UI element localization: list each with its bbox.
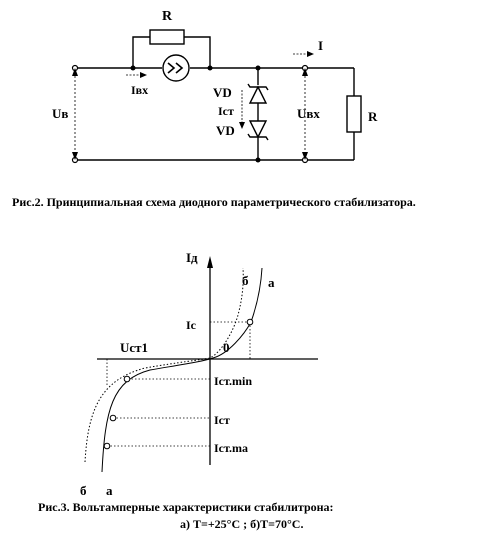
point-ist [110,415,116,421]
label-ust1: Uст1 [120,340,149,355]
label-curve-a-bottom: а [106,483,113,498]
junction-diode-top [256,66,261,71]
figure-3-caption-line2: а) Т=+25°С ; б)Т=70°С. [180,517,304,531]
label-curve-b-top: б [242,273,249,288]
point-ic [247,319,253,325]
resistor-load [347,96,361,132]
figure-3-caption-line1: Рис.3. Вольтамперные характеристики стабилитрона: [38,500,334,514]
label-u-out: Uвх [297,106,320,121]
circuit-diagram [52,9,378,163]
label-r-top: R [162,9,173,24]
i-out-arrow-head [307,51,314,57]
current-source-icon [163,55,189,81]
point-ist-max [104,443,110,449]
y-axis-arrow [207,256,213,268]
junction-diode-bottom [256,158,261,163]
label-i-st: Iст [218,104,234,118]
label-u-in: Uв [52,106,69,121]
r-loop-left [133,37,150,68]
label-r-load: R [368,109,378,124]
resistor-top [150,30,184,44]
point-ist-min [124,376,130,382]
label-ist-max: Iст.ma [214,441,248,455]
label-ist: Iст [214,413,230,427]
label-y-axis: Iд [186,250,198,265]
vac-graph [80,250,318,498]
label-i-in: Iвх [131,83,149,97]
junction-left [131,66,136,71]
label-vd-bottom: VD [216,123,235,138]
label-current-out: I [318,38,324,53]
zener-diode-bottom-icon [250,121,266,137]
curve-b [85,268,243,462]
i-st-arrow-head [239,122,245,129]
label-origin: 0 [223,340,230,355]
label-ist-min: Iст.min [214,374,252,388]
label-ic: Ic [186,318,196,332]
label-curve-b-bottom: б [80,483,87,498]
figure-2-caption: Рис.2. Принципиальная схема диодного параметрического стабилизатора. [12,195,416,209]
junction-right [208,66,213,71]
i-in-arrow-head [140,72,147,78]
zener-diode-top-icon [250,87,266,103]
label-curve-a-top: а [268,275,275,290]
label-vd-top: VD [213,85,232,100]
